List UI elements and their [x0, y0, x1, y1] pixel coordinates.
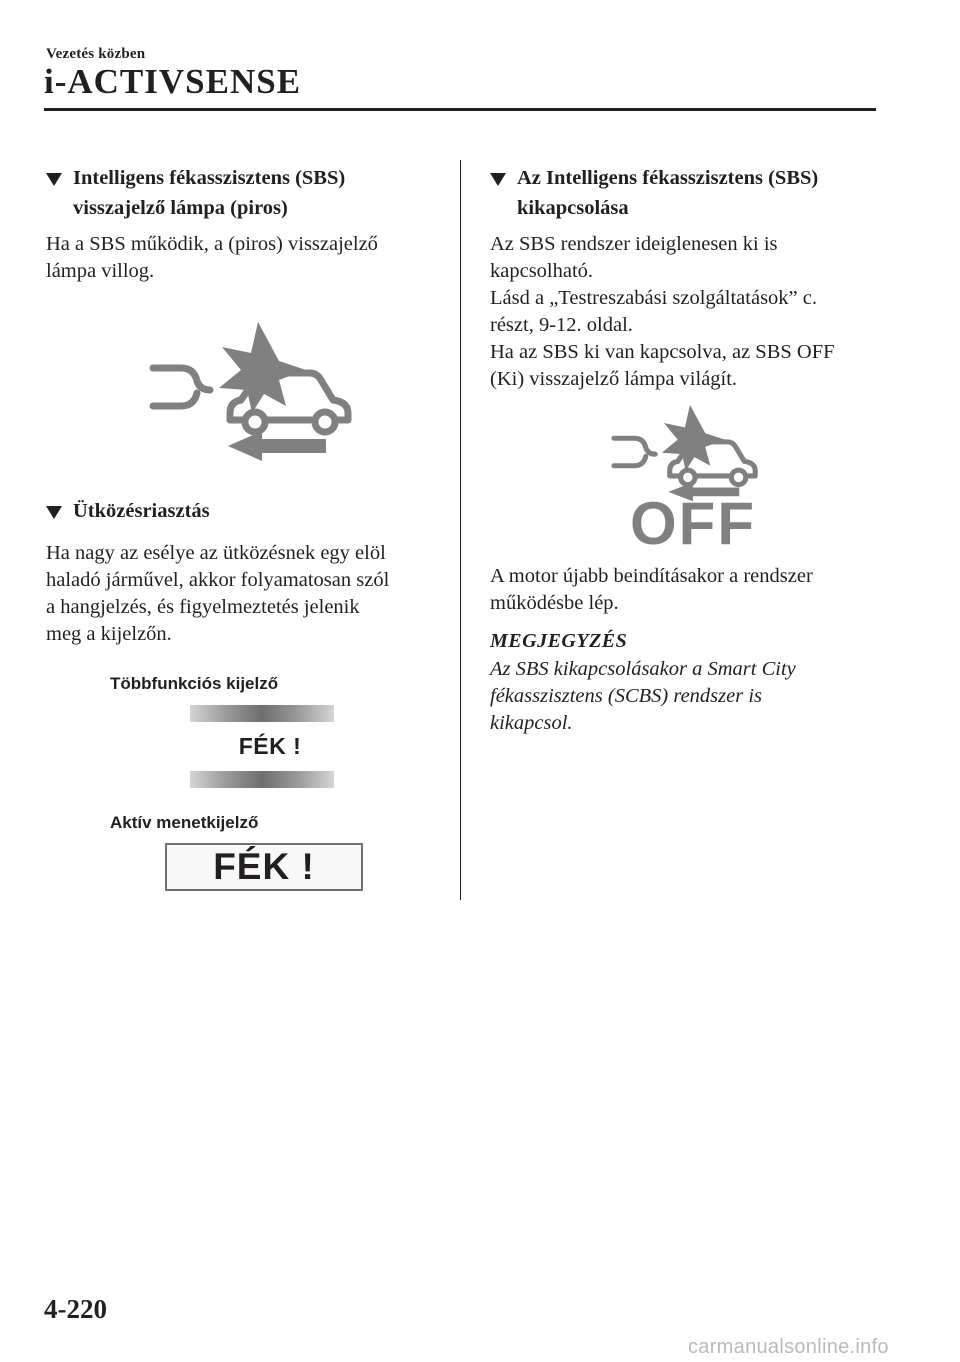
heading-line: Intelligens fékasszisztens (SBS) — [73, 167, 346, 189]
collision-warning-heading — [46, 496, 446, 526]
section-title: Vezetés közben — [46, 46, 146, 62]
page-number: 4-220 — [44, 1294, 107, 1324]
body-line: Ha az SBS ki van kapcsolva, az SBS OFF — [490, 341, 835, 363]
body-line: (Ki) visszajelző lámpa világít. — [490, 368, 738, 390]
heading-line: Ütközésriasztás — [73, 500, 210, 522]
body-line: a hangjelzés, és figyelmeztetés jelenik — [46, 596, 360, 618]
note-line: kikapcsol. — [490, 712, 573, 734]
body-line: Az SBS rendszer ideiglenesen ki is — [490, 233, 778, 255]
column-divider — [460, 160, 461, 900]
sbs-indicator-heading — [46, 163, 446, 223]
collision-left-line-icon — [153, 368, 210, 390]
note-heading: MEGJEGYZÉS — [490, 630, 628, 652]
display-band-top — [190, 705, 334, 722]
impact-star-icon — [662, 405, 725, 471]
sbs-warning-lamp-icon — [148, 318, 368, 470]
watermark: carmanualsonline.info — [688, 1336, 889, 1358]
sbs-off-heading — [490, 163, 910, 223]
triangle-bullet-icon — [46, 173, 62, 186]
sbs-indicator-body — [46, 231, 446, 285]
triangle-bullet-icon — [490, 173, 506, 186]
body-line: Ha nagy az esélye az ütközésnek egy elöl — [46, 542, 386, 564]
arrow-left-icon — [228, 431, 326, 461]
heading-line: kikapcsolása — [517, 197, 629, 219]
body-line: haladó járművel, akkor folyamatosan szól — [46, 569, 390, 591]
impact-star-icon — [219, 322, 306, 413]
collision-warning-body — [46, 540, 446, 648]
active-display-label: Aktív menetkijelző — [110, 813, 259, 832]
sbs-off-after — [490, 563, 910, 617]
note-body — [490, 656, 910, 737]
multi-display-label: Többfunkciós kijelző — [110, 674, 279, 693]
heading-line: Az Intelligens fékasszisztens (SBS) — [517, 167, 819, 189]
off-label: OFF — [630, 490, 756, 557]
body-line: részt, 9-12. oldal. — [490, 314, 633, 336]
body-line: kapcsolható. — [490, 260, 594, 282]
heading-line: visszajelző lámpa (piros) — [73, 197, 288, 219]
sbs-off-lamp-icon — [610, 402, 770, 502]
chapter-title: i-ACTIVSENSE — [44, 62, 302, 101]
sbs-off-body — [490, 231, 910, 393]
body-line: Lásd a „Testreszabási szolgáltatások” c. — [490, 287, 817, 309]
display-band-bottom — [190, 771, 334, 788]
header-rule — [44, 108, 876, 111]
body-line: A motor újabb beindításakor a rendszer — [490, 565, 813, 587]
body-line: meg a kijelzőn. — [46, 623, 172, 645]
multi-display-message: FÉK ! — [238, 733, 302, 759]
body-line: Ha a SBS működik, a (piros) visszajelző — [46, 233, 378, 255]
active-display-message: FÉK ! — [165, 843, 363, 891]
body-line: lámpa villog. — [46, 260, 155, 282]
triangle-bullet-icon — [46, 506, 62, 519]
note-line: Az SBS kikapcsolásakor a Smart City — [490, 658, 796, 680]
body-line: működésbe lép. — [490, 592, 619, 614]
note-line: fékasszisztens (SCBS) rendszer is — [490, 685, 762, 707]
